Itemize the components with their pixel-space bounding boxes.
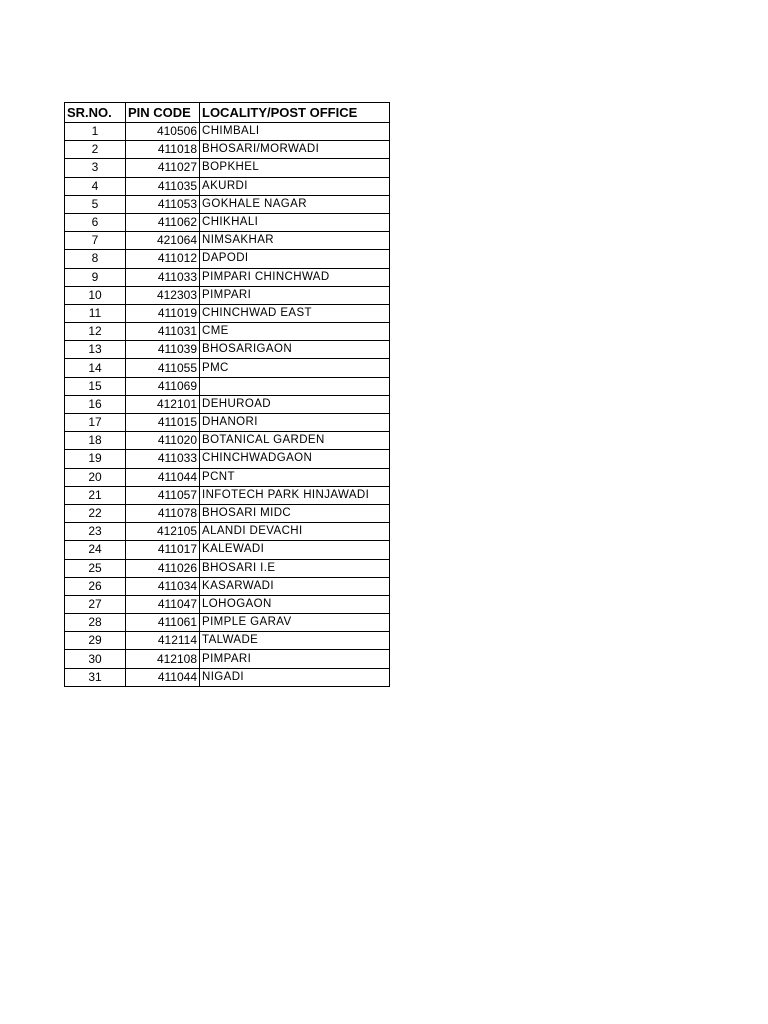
table-row	[65, 577, 390, 595]
table-row	[65, 341, 390, 359]
table-row	[65, 650, 390, 668]
cell-locality: CHINCHWADGAON	[200, 450, 390, 468]
cell-pin-code: 411012	[126, 250, 200, 268]
table-row	[65, 323, 390, 341]
cell-sr-no: 20	[65, 468, 126, 486]
table-row	[65, 614, 390, 632]
cell-locality: GOKHALE NAGAR	[200, 195, 390, 213]
cell-pin-code: 411020	[126, 432, 200, 450]
cell-pin-code: 412303	[126, 286, 200, 304]
cell-locality: PIMPARI	[200, 650, 390, 668]
cell-sr-no: 5	[65, 195, 126, 213]
cell-locality: PCNT	[200, 468, 390, 486]
cell-pin-code: 412114	[126, 632, 200, 650]
cell-sr-no: 9	[65, 268, 126, 286]
cell-locality: KASARWADI	[200, 577, 390, 595]
cell-sr-no: 31	[65, 668, 126, 686]
table-row	[65, 141, 390, 159]
cell-locality: BHOSARI/MORWADI	[200, 141, 390, 159]
table-row	[65, 395, 390, 413]
table-row	[65, 213, 390, 231]
cell-pin-code: 411078	[126, 504, 200, 522]
header-sr-no: SR.NO.	[65, 103, 126, 123]
cell-sr-no: 2	[65, 141, 126, 159]
cell-sr-no: 26	[65, 577, 126, 595]
cell-locality: BHOSARI MIDC	[200, 504, 390, 522]
table-row	[65, 268, 390, 286]
cell-sr-no: 7	[65, 232, 126, 250]
cell-sr-no: 17	[65, 414, 126, 432]
table-row	[65, 559, 390, 577]
cell-sr-no: 14	[65, 359, 126, 377]
table-row	[65, 304, 390, 322]
cell-sr-no: 12	[65, 323, 126, 341]
cell-sr-no: 3	[65, 159, 126, 177]
cell-sr-no: 16	[65, 395, 126, 413]
cell-locality: KALEWADI	[200, 541, 390, 559]
table-row	[65, 159, 390, 177]
cell-sr-no: 15	[65, 377, 126, 395]
cell-sr-no: 23	[65, 523, 126, 541]
cell-pin-code: 411017	[126, 541, 200, 559]
cell-locality: BOTANICAL GARDEN	[200, 432, 390, 450]
table-row	[65, 595, 390, 613]
table-row	[65, 377, 390, 395]
cell-sr-no: 30	[65, 650, 126, 668]
cell-pin-code: 421064	[126, 232, 200, 250]
cell-pin-code: 411062	[126, 213, 200, 231]
table-row	[65, 468, 390, 486]
cell-locality: DAPODI	[200, 250, 390, 268]
cell-pin-code: 411026	[126, 559, 200, 577]
header-pin-code: PIN CODE	[126, 103, 200, 123]
cell-sr-no: 27	[65, 595, 126, 613]
table-row	[65, 195, 390, 213]
cell-pin-code: 411019	[126, 304, 200, 322]
cell-locality: PIMPLE GARAV	[200, 614, 390, 632]
cell-locality: BHOSARI I.E	[200, 559, 390, 577]
cell-sr-no: 21	[65, 486, 126, 504]
cell-pin-code: 411015	[126, 414, 200, 432]
cell-locality: CHIKHALI	[200, 213, 390, 231]
cell-sr-no: 19	[65, 450, 126, 468]
cell-sr-no: 13	[65, 341, 126, 359]
cell-sr-no: 10	[65, 286, 126, 304]
cell-sr-no: 18	[65, 432, 126, 450]
cell-locality: LOHOGAON	[200, 595, 390, 613]
cell-locality: DHANORI	[200, 414, 390, 432]
cell-pin-code: 411018	[126, 141, 200, 159]
cell-sr-no: 28	[65, 614, 126, 632]
cell-pin-code: 411057	[126, 486, 200, 504]
cell-sr-no: 1	[65, 123, 126, 141]
cell-locality: BHOSARIGAON	[200, 341, 390, 359]
table-row	[65, 632, 390, 650]
pin-code-table	[64, 102, 390, 687]
table-row	[65, 486, 390, 504]
cell-locality: NIGADI	[200, 668, 390, 686]
cell-pin-code: 411039	[126, 341, 200, 359]
cell-pin-code: 411053	[126, 195, 200, 213]
cell-pin-code: 410506	[126, 123, 200, 141]
cell-pin-code: 411044	[126, 468, 200, 486]
table-row	[65, 286, 390, 304]
cell-sr-no: 4	[65, 177, 126, 195]
cell-sr-no: 8	[65, 250, 126, 268]
cell-locality: TALWADE	[200, 632, 390, 650]
table-row	[65, 668, 390, 686]
table-row	[65, 414, 390, 432]
cell-pin-code: 411069	[126, 377, 200, 395]
cell-pin-code: 411033	[126, 450, 200, 468]
cell-sr-no: 24	[65, 541, 126, 559]
cell-sr-no: 29	[65, 632, 126, 650]
cell-locality: DEHUROAD	[200, 395, 390, 413]
cell-locality: ALANDI DEVACHI	[200, 523, 390, 541]
table-row	[65, 232, 390, 250]
cell-pin-code: 412108	[126, 650, 200, 668]
table-row	[65, 541, 390, 559]
cell-pin-code: 411027	[126, 159, 200, 177]
table-row	[65, 523, 390, 541]
cell-sr-no: 22	[65, 504, 126, 522]
table-row	[65, 432, 390, 450]
cell-sr-no: 25	[65, 559, 126, 577]
cell-pin-code: 411047	[126, 595, 200, 613]
table-row	[65, 250, 390, 268]
cell-pin-code: 411031	[126, 323, 200, 341]
cell-pin-code: 411044	[126, 668, 200, 686]
cell-locality: INFOTECH PARK HINJAWADI	[200, 486, 390, 504]
cell-locality: CME	[200, 323, 390, 341]
cell-locality: AKURDI	[200, 177, 390, 195]
header-locality: LOCALITY/POST OFFICE	[200, 103, 390, 123]
table-body	[65, 123, 390, 687]
cell-locality: PMC	[200, 359, 390, 377]
cell-locality: CHIMBALI	[200, 123, 390, 141]
cell-locality: CHINCHWAD EAST	[200, 304, 390, 322]
table-row	[65, 359, 390, 377]
cell-pin-code: 411035	[126, 177, 200, 195]
cell-pin-code: 412105	[126, 523, 200, 541]
cell-locality	[200, 377, 390, 395]
cell-locality: PIMPARI	[200, 286, 390, 304]
cell-pin-code: 411034	[126, 577, 200, 595]
cell-pin-code: 411061	[126, 614, 200, 632]
table-row	[65, 123, 390, 141]
cell-locality: NIMSAKHAR	[200, 232, 390, 250]
cell-locality: PIMPARI CHINCHWAD	[200, 268, 390, 286]
cell-locality: BOPKHEL	[200, 159, 390, 177]
table-row	[65, 177, 390, 195]
header-row	[65, 103, 390, 123]
table-row	[65, 450, 390, 468]
cell-pin-code: 411033	[126, 268, 200, 286]
table-row	[65, 504, 390, 522]
cell-pin-code: 412101	[126, 395, 200, 413]
cell-sr-no: 6	[65, 213, 126, 231]
cell-pin-code: 411055	[126, 359, 200, 377]
cell-sr-no: 11	[65, 304, 126, 322]
